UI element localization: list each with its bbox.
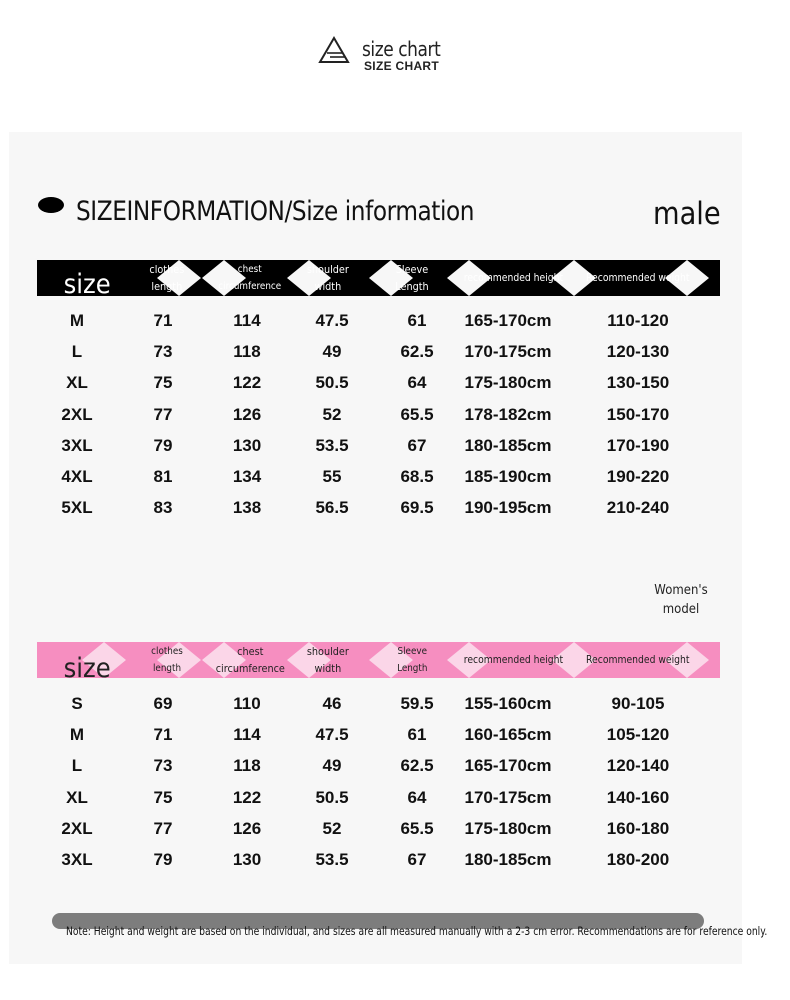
table-cell: 61 xyxy=(407,311,427,330)
table-cell: 122 xyxy=(232,373,262,393)
table-cell: 105-120 xyxy=(606,725,670,745)
table-cell: 69.5 xyxy=(400,498,434,518)
table-cell: 170-175cm xyxy=(464,342,552,362)
table-cell: 110 xyxy=(233,694,261,713)
header-subtitle: SIZE CHART xyxy=(364,59,439,73)
table-cell: 53.5 xyxy=(315,849,349,869)
table-cell: 170-175cm xyxy=(464,787,552,807)
bullet-icon xyxy=(38,197,64,213)
table-cell: 52 xyxy=(322,818,342,838)
table-cell: 69 xyxy=(153,694,173,713)
note-text: Note: Height and weight are based on the individual, and sizes are all measured manually with a 2-3 cm error. Recommendations are for reference only. xyxy=(66,924,768,938)
table-cell: 126 xyxy=(232,818,262,838)
table-cell: 126 xyxy=(232,404,262,424)
table-cell: 160-180 xyxy=(606,818,670,838)
table-cell: 77 xyxy=(153,404,173,424)
col-weight: Recommended weight xyxy=(586,654,690,666)
table-cell: 180-200 xyxy=(606,849,670,869)
table-cell: 90-105 xyxy=(611,694,665,713)
table-cell: 160-165cm xyxy=(464,725,552,745)
table-cell: 118 xyxy=(233,342,261,362)
col-size: size xyxy=(63,269,111,300)
table-cell: 120-130 xyxy=(606,342,670,362)
table-cell: 165-170cm xyxy=(464,311,552,330)
table-cell: XL xyxy=(66,787,88,807)
table-cell: 170-190 xyxy=(606,435,670,455)
table-cell: 61 xyxy=(407,725,427,745)
table-cell: 64 xyxy=(407,373,427,393)
table-cell: 65.5 xyxy=(400,818,434,838)
table-cell: 190-220 xyxy=(606,466,670,486)
table-cell: 150-170 xyxy=(606,404,670,424)
col-weight: Recommended weight xyxy=(586,272,690,284)
table-row xyxy=(37,367,720,398)
table-cell: 165-170cm xyxy=(464,756,552,776)
table-cell: M xyxy=(69,311,85,330)
male-table-body xyxy=(37,305,720,523)
female-table-body xyxy=(37,688,720,875)
table-cell: 65.5 xyxy=(400,404,434,424)
table-row xyxy=(37,813,720,844)
table-cell: L xyxy=(71,756,83,776)
table-cell: 180-185cm xyxy=(464,849,552,869)
table-cell: 114 xyxy=(233,725,261,745)
table-cell: 5XL xyxy=(61,498,93,518)
table-row xyxy=(37,782,720,813)
table-cell: M xyxy=(69,725,85,745)
table-cell: 56.5 xyxy=(315,498,349,518)
table-cell: 75 xyxy=(153,373,173,393)
table-cell: 55 xyxy=(322,466,342,486)
table-row xyxy=(37,719,720,750)
table-cell: 3XL xyxy=(61,435,93,455)
table-cell: 83 xyxy=(153,498,173,518)
table-cell: 62.5 xyxy=(400,756,434,776)
table-cell: 47.5 xyxy=(315,311,349,330)
table-cell: L xyxy=(71,342,83,362)
table-cell: 138 xyxy=(232,498,262,518)
table-cell: 73 xyxy=(153,756,173,776)
table-cell: 2XL xyxy=(61,818,93,838)
table-cell: 67 xyxy=(407,849,427,869)
table-cell: 50.5 xyxy=(315,373,349,393)
table-cell: 114 xyxy=(233,311,261,330)
col-size: size xyxy=(63,653,111,684)
table-cell: 118 xyxy=(233,756,261,776)
table-cell: 73 xyxy=(153,342,173,362)
table-cell: 79 xyxy=(153,849,173,869)
table-cell: 155-160cm xyxy=(464,694,552,713)
table-cell: 75 xyxy=(153,787,173,807)
table-cell: 130 xyxy=(232,435,262,455)
table-cell: XL xyxy=(66,373,88,393)
table-cell: 49 xyxy=(322,756,342,776)
table-cell: 52 xyxy=(322,404,342,424)
size-chart-header xyxy=(318,34,458,74)
col-shoulder: shoulder width xyxy=(306,263,349,293)
table-row xyxy=(37,461,720,492)
header-title: size chart xyxy=(362,37,441,61)
col-shoulder: shoulder width xyxy=(306,645,349,675)
col-chest: chest circumference xyxy=(215,645,285,675)
table-cell: 64 xyxy=(407,787,427,807)
table-cell: S xyxy=(71,694,83,713)
table-cell: 120-140 xyxy=(606,756,670,776)
table-row xyxy=(37,430,720,461)
male-table-header xyxy=(37,260,720,300)
col-clothes-length: clothes length xyxy=(151,646,183,674)
table-cell: 2XL xyxy=(61,404,93,424)
section-title: SIZEINFORMATION/Size information xyxy=(76,196,475,227)
table-cell: 67 xyxy=(407,435,427,455)
table-row xyxy=(37,336,720,367)
table-row xyxy=(37,688,720,719)
table-cell: 53.5 xyxy=(315,435,349,455)
table-cell: 4XL xyxy=(61,466,93,486)
table-cell: 175-180cm xyxy=(464,373,552,393)
col-height: recommended height xyxy=(463,272,563,284)
table-row xyxy=(37,492,720,523)
table-cell: 130 xyxy=(232,849,262,869)
table-row xyxy=(37,844,720,875)
table-cell: 130-150 xyxy=(606,373,670,393)
table-cell: 134 xyxy=(232,466,262,486)
table-cell: 71 xyxy=(153,725,173,745)
male-label: male xyxy=(653,196,721,232)
table-cell: 122 xyxy=(232,787,262,807)
table-row xyxy=(37,750,720,781)
col-height: recommended height xyxy=(463,654,563,666)
table-cell: 3XL xyxy=(61,849,93,869)
table-row xyxy=(37,305,720,336)
table-cell: 175-180cm xyxy=(464,818,552,838)
table-cell: 79 xyxy=(153,435,173,455)
table-cell: 180-185cm xyxy=(464,435,552,455)
table-cell: 110-120 xyxy=(607,311,669,330)
table-cell: 210-240 xyxy=(606,498,670,518)
table-cell: 77 xyxy=(153,818,173,838)
col-sleeve: Sleeve Length xyxy=(396,646,428,674)
col-chest: chest circumference xyxy=(218,264,282,292)
table-cell: 140-160 xyxy=(606,787,670,807)
col-clothes-length: clothes length xyxy=(149,263,185,293)
table-cell: 49 xyxy=(322,342,342,362)
triangle-logo-icon xyxy=(318,36,350,64)
table-cell: 71 xyxy=(153,311,173,330)
table-cell: 47.5 xyxy=(315,725,349,745)
table-cell: 68.5 xyxy=(400,466,434,486)
table-cell: 50.5 xyxy=(315,787,349,807)
table-cell: 81 xyxy=(153,466,173,486)
table-cell: 62.5 xyxy=(400,342,434,362)
women-label: Women's model xyxy=(654,583,708,617)
female-table-header xyxy=(37,642,720,684)
table-cell: 178-182cm xyxy=(464,404,552,424)
col-sleeve: Sleeve Length xyxy=(395,263,429,293)
table-cell: 190-195cm xyxy=(464,498,552,518)
table-cell: 185-190cm xyxy=(464,466,552,486)
table-cell: 46 xyxy=(322,694,342,713)
table-row xyxy=(37,399,720,430)
table-cell: 59.5 xyxy=(400,694,434,713)
